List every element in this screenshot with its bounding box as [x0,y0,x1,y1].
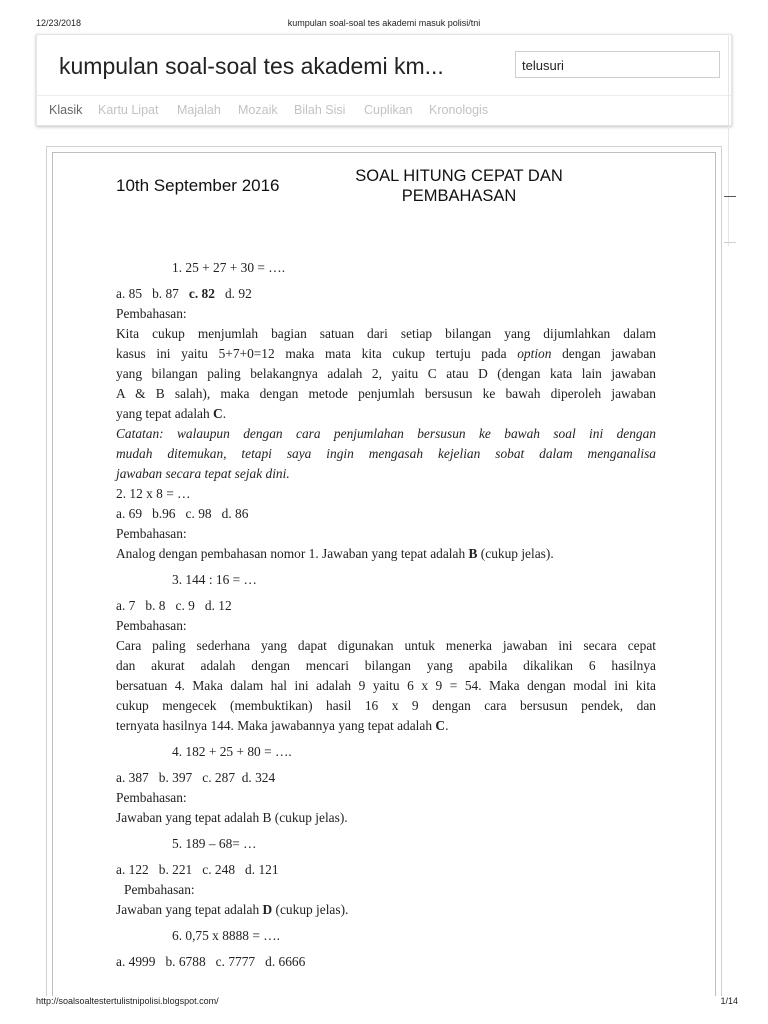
blog-title[interactable]: kumpulan soal-soal tes akademi km... [59,53,444,79]
question-5: 5. 189 – 68= … [172,836,257,851]
explanation-line [116,404,656,424]
explanation-text: Jawaban yang tepat adalah [116,902,263,917]
side-mark [724,196,736,197]
explanation-line [116,900,656,920]
question-1-options [116,284,656,304]
explanation-line [116,344,656,364]
note-text: mudah ditemukan, tetapi saya ingin mengasah kejelian sobat dalam menganalisa [116,446,656,461]
pembahasan-label: Pembahasan: [116,306,187,321]
post-content [116,258,656,972]
search-input[interactable]: telusuri [515,51,720,78]
question-1: 1. 25 + 27 + 30 = …. [172,260,286,275]
explanation-line: cukup mengecek (membuktikan) hasil 16 x 9 dengan cara bersusun pendek, dan [116,698,656,713]
note-line [116,444,656,464]
explanation-text: yang tepat adalah [116,406,214,421]
pembahasan-label: Pembahasan: [124,882,195,897]
post-date: 10th September 2016 [116,176,280,195]
explanation-emphasis: option [517,346,552,361]
tab-mozaik[interactable]: Mozaik [238,103,278,117]
answer-letter: B [468,546,478,561]
explanation-line: yang bilangan paling belakangnya adalah 2, yaitu C atau D (dengan kata lain jawaban [116,366,656,381]
explanation-line [116,716,656,736]
note-text: Catatan: walaupun dengan cara penjumlahan bersusun ke bawah soal ini dengan [116,426,656,441]
print-header [0,0,768,28]
options-text: d. 92 [214,286,252,301]
pembahasan-label: Pembahasan: [116,618,187,633]
question-3-options: a. 7 b. 8 c. 9 d. 12 [116,598,232,613]
question-4: 4. 182 + 25 + 80 = …. [172,744,292,759]
explanation-text: kasus ini yaitu 5+7+0=12 maka mata kita cukup tertuju pada [116,346,518,361]
note-line [116,464,656,484]
options-text: a. 85 b. 87 [116,286,189,301]
tab-majalah[interactable]: Majalah [177,103,221,117]
blog-header [36,34,732,126]
note-text: jawaban secara tepat sejak dini. [116,466,290,481]
post-title[interactable]: SOAL HITUNG CEPAT DAN PEMBAHASAN [355,167,563,205]
explanation-text: Analog dengan pembahasan nomor 1. Jawaban yang tepat adalah [116,546,469,561]
explanation-text: (cukup jelas). [477,546,554,561]
print-page-title: kumpulan soal-soal tes akademi masuk polisi/tni [287,18,481,28]
explanation-line: A & B salah), maka dengan metode penjumlah bersusun ke bawah diperoleh jawaban [116,386,656,401]
tab-kronologis[interactable]: Kronologis [429,103,489,117]
answer-letter: C [213,406,223,421]
side-divider [728,36,729,246]
pembahasan-label: Pembahasan: [116,526,187,541]
side-mark [724,242,736,243]
explanation-text: ternyata hasilnya 144. Maka jawabannya yang tepat adalah [116,718,436,733]
explanation-line: Kita cukup menjumlah bagian satuan dari setiap bilangan yang dijumlahkan dalam [116,326,656,341]
note-line [116,424,656,444]
question-6-options: a. 4999 b. 6788 c. 7777 d. 6666 [116,954,306,969]
answer-letter: D [262,902,273,917]
pembahasan-label: Pembahasan: [116,790,187,805]
explanation-line: dan akurat adalah dengan mencari bilangan yang apabila dikalikan 6 hasilnya [116,658,656,673]
question-2: 2. 12 x 8 = … [116,486,191,501]
explanation-text: . [445,718,449,733]
explanation-line [116,544,656,564]
question-2-options: a. 69 b.96 c. 98 d. 86 [116,506,249,521]
explanation-text: (cukup jelas). [272,902,349,917]
correct-option: c. 82 [188,286,215,301]
explanation-line: bersatuan 4. Maka dalam hal ini adalah 9 yaitu 6 x 9 = 54. Maka dengan modal ini kita [116,678,656,693]
question-3: 3. 144 : 16 = … [172,572,257,587]
view-tabs [37,95,731,127]
explanation-text: . [222,406,227,421]
print-url: http://soalsoaltestertulistnipolisi.blogspot.com/ [36,996,219,1006]
answer-letter: C [435,718,446,733]
question-6: 6. 0,75 x 8888 = …. [172,928,280,943]
print-date: 12/23/2018 [36,18,82,28]
tab-bilah-sisi[interactable]: Bilah Sisi [294,103,346,117]
explanation-text: dengan jawaban [551,346,656,361]
tab-cuplikan[interactable]: Cuplikan [364,103,413,117]
print-page-number: 1/14 [720,996,738,1006]
explanation-line: Jawaban yang tepat adalah B (cukup jelas). [116,810,348,825]
question-5-options: a. 122 b. 221 c. 248 d. 121 [116,862,279,877]
question-4-options: a. 387 b. 397 c. 287 d. 324 [116,770,276,785]
tab-kartu-lipat[interactable]: Kartu Lipat [98,103,159,117]
explanation-line: Cara paling sederhana yang dapat digunakan untuk menerka jawaban ini secara cepat [116,638,656,653]
tab-klasik[interactable]: Klasik [49,103,83,117]
